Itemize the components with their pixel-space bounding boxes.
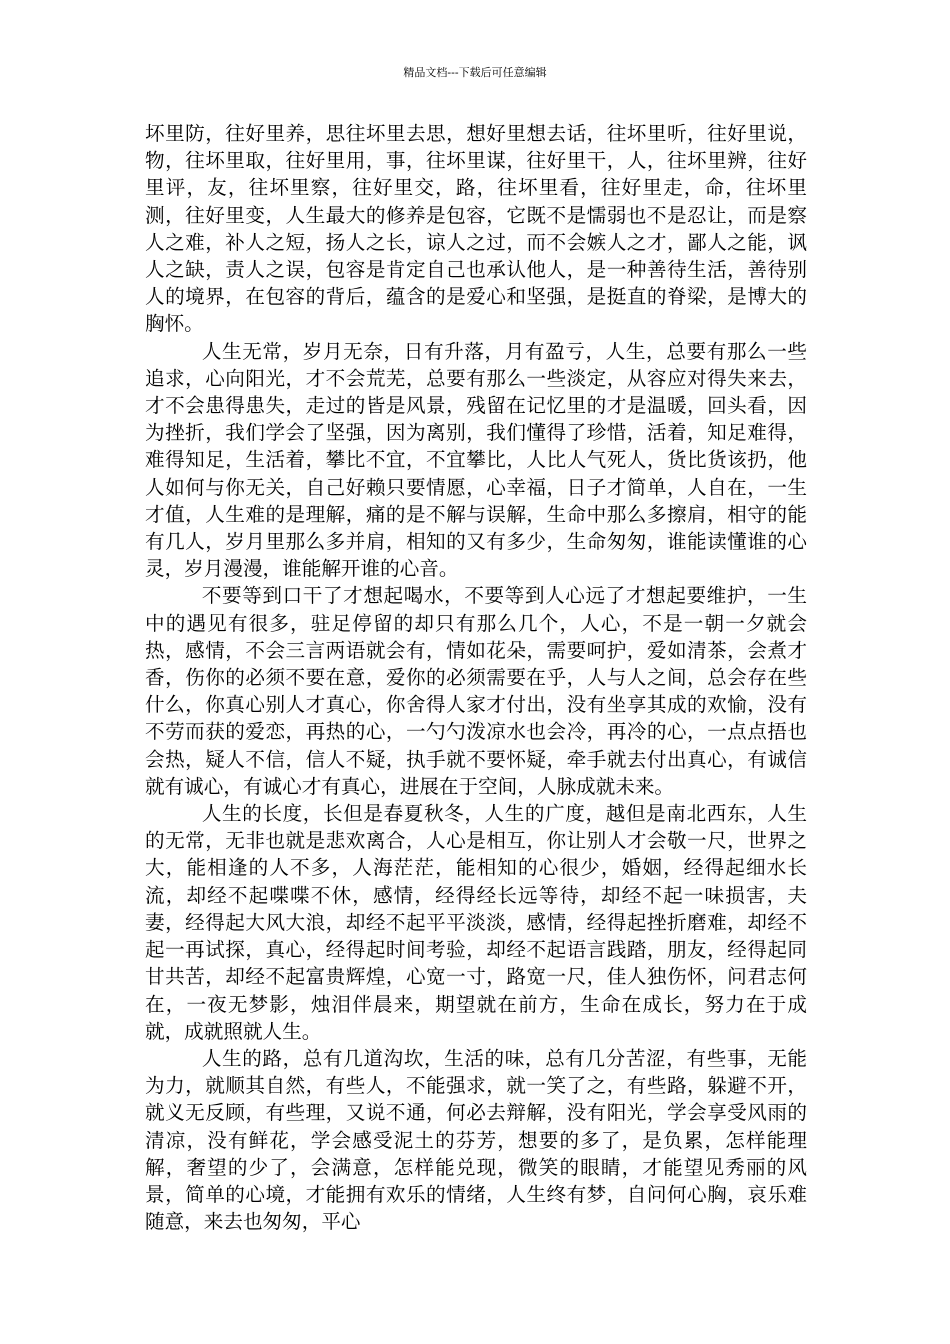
paragraph-1: 坏里防，往好里养，思往坏里去思，想好里想去话，往坏里听，往好里说，物，往坏里取，往好里用，事，往坏里谋，往好里干，人，往坏里辨，往好里评，友，往坏里察，往好里交，路，往坏里看，往好里走，命，往坏里测，往好里变，人生最大的修养是包容，它既不是懦弱也不是忍让，而是察人之难，补人之短，扬人之长，谅人之过，而不会嫉人之才，鄙人之能，讽人之缺，责人之误，包容是肯定自己也承认他人，是一种善待生活，善待别人的境界，在包容的背后，蕴含的是爱心和坚强，是挺直的脊梁，是博大的胸怀。 — [145, 122, 807, 336]
paragraph-4: 人生的长度，长但是春夏秋冬，人生的广度，越但是南北西东，人生的无常，无非也就是悲欢离合，人心是相互，你让别人才会敬一尺，世界之大，能相逢的人不多，人海茫茫，能相知的心很少，婚姻，经得起细水长流，却经不起喋喋不休，感情，经得经长远等待，却经不起一味损害，夫妻，经得起大风大浪，却经不起平平淡淡，感情，经得起挫折磨难，却经不起一再试探，真心，经得起时间考验，却经不起语言践踏，朋友，经得起同甘共苦，却经不起富贵辉煌，心宽一寸，路宽一尺，佳人独伤怀，问君志何在，一夜无梦影，烛泪伴晨来，期望就在前方，生命在成长，努力在于成就，成就照就人生。 — [145, 802, 807, 1043]
document-body — [145, 120, 807, 1235]
paragraph-3: 不要等到口干了才想起喝水，不要等到人心远了才想起要维护，一生中的遇见有很多，驻足停留的却只有那么几个，人心，不是一朝一夕就会热，感情，不会三言两语就会有，情如花朵，需要呵护，爱如清茶，会煮才香，伤你的必须不要在意，爱你的必须需要在乎，人与人之间，总会存在些什么，你真心别人才真心，你舍得人家才付出，没有坐享其成的欢愉，没有不劳而获的爱恋，再热的心，一勺勺泼凉水也会冷，再冷的心，一点点捂也会热，疑人不信，信人不疑，执手就不要怀疑，牵手就去付出真心，有诚信就有诚心，有诚心才有真心，进展在于空间，人脉成就未来。 — [145, 584, 807, 798]
page-header: 精品文档---下载后可任意编辑 — [403, 66, 547, 79]
paragraph-5: 人生的路，总有几道沟坎，生活的味，总有几分苦涩，有些事，无能为力，就顺其自然，有些人，不能强求，就一笑了之，有些路，躲避不开，就义无反顾，有些理，又说不通，何必去辩解，没有阳光，学会享受风雨的清凉，没有鲜花，学会感受泥土的芬芳，想要的多了，是负累，怎样能理解，奢望的少了，会满意，怎样能兑现，微笑的眼睛，才能望见秀丽的风景，简单的心境，才能拥有欢乐的情绪，人生终有梦，自问何心胸，哀乐难随意，来去也匆匆，平心 — [145, 1046, 807, 1234]
paragraph-2: 人生无常，岁月无奈，日有升落，月有盈亏，人生，总要有那么一些追求，心向阳光，才不会荒芜，总要有那么一些淡定，从容应对得失来去，才不会患得患失，走过的皆是风景，残留在记忆里的才是温暖，回头看，因为挫折，我们学会了坚强，因为离别，我们懂得了珍惜，活着，知足难得，难得知足，生活着，攀比不宜，不宜攀比，人比人气死人，货比货该扔，他人如何与你无关，自己好赖只要情愿，心幸福，日子才简单，人自在，一生才值，人生难的是理解，痛的是不解与误解，生命中那么多擦肩，相守的能有几人，岁月里那么多并肩，相知的又有多少，生命匆匆，谁能读懂谁的心灵，岁月漫漫，谁能解开谁的心音。 — [145, 339, 807, 581]
